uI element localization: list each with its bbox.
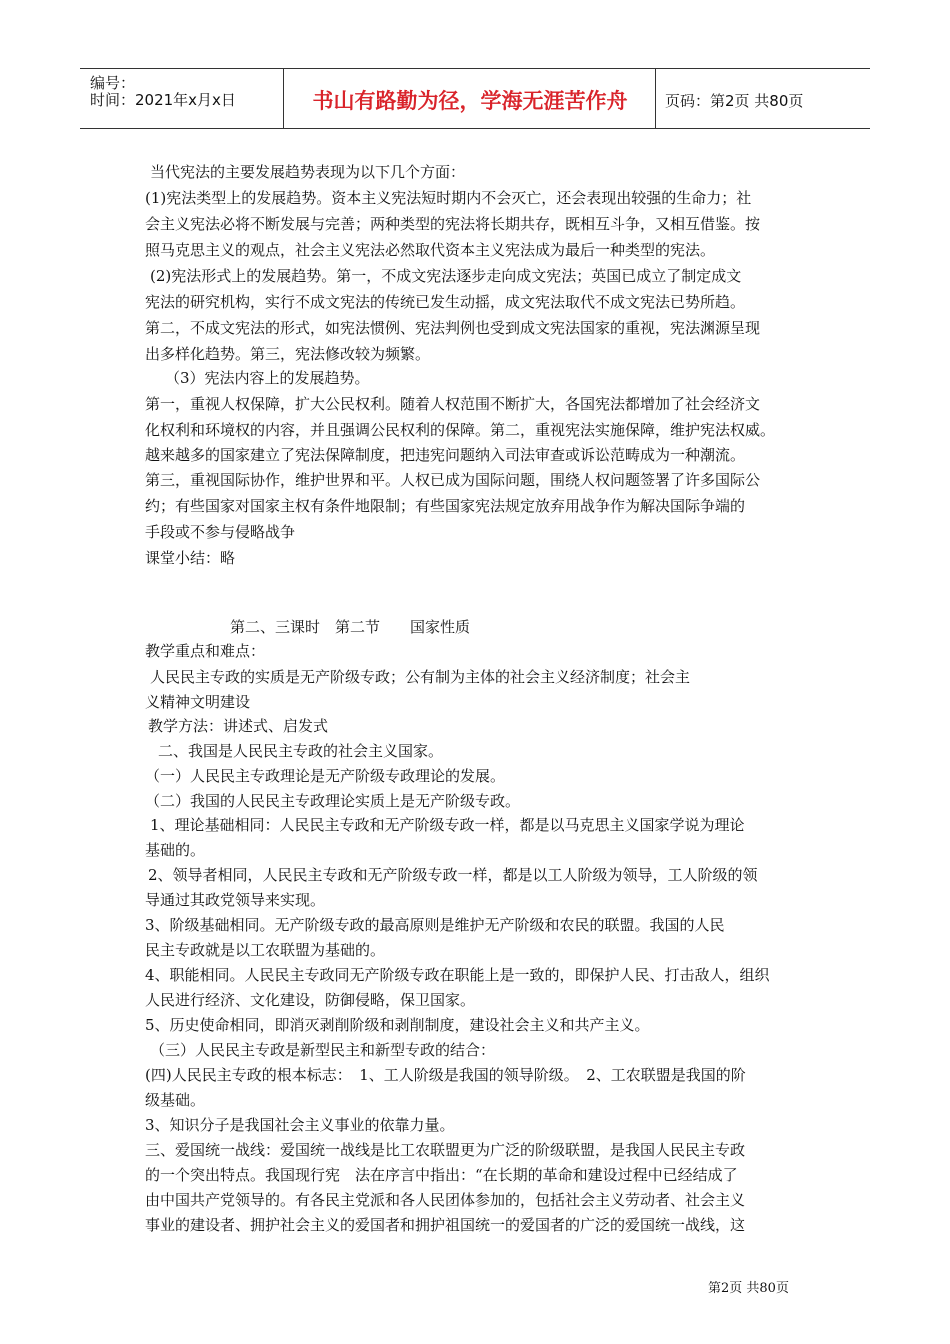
header-bottom-rule xyxy=(80,128,870,129)
body-text-line: 民主专政就是以工农联盟为基础的。 xyxy=(145,941,386,959)
body-text-line: 越来越多的国家建立了宪法保障制度，把违宪问题纳入司法审查或诉讼范畴成为一种潮流。 xyxy=(145,446,746,464)
body-text-line: （一）人民民主专政理论是无产阶级专政理论的发展。 xyxy=(145,767,506,785)
body-text-line: 4、职能相同。人民民主专政同无产阶级专政在职能上是一致的，即保护人民、打击敌人，组织 xyxy=(145,966,770,984)
body-text-line: 的一个突出特点。我国现行宪 法在序言中指出：“在长期的革命和建设过程中已经结成了 xyxy=(145,1166,738,1184)
body-text-line: 义精神文明建设 xyxy=(145,693,251,711)
body-text-line: 3、知识分子是我国社会主义事业的依靠力量。 xyxy=(145,1116,455,1134)
body-text-line: 宪法的研究机构，实行不成文宪法的传统已发生动摇，成文宪法取代不成文宪法已势所趋。 xyxy=(145,293,746,311)
body-text-line: 人民进行经济、文化建设，防御侵略，保卫国家。 xyxy=(145,991,476,1009)
body-text-line: 照马克思主义的观点，社会主义宪法必然取代资本主义宪法成为最后一种类型的宪法。 xyxy=(145,241,716,259)
body-text-line: 第二，不成文宪法的形式，如宪法惯例、宪法判例也受到成文宪法国家的重视，宪法渊源呈现 xyxy=(145,319,761,337)
body-text-line: 第一，重视人权保障，扩大公民权利。随着人权范围不断扩大，各国宪法都增加了社会经济文 xyxy=(145,395,761,413)
body-text-line: (四)人民民主专政的根本标志： 1、工人阶级是我国的领导阶级。 2、工农联盟是我国的阶 xyxy=(145,1066,746,1084)
body-text-line: 二、我国是人民民主专政的社会主义国家。 xyxy=(158,742,444,760)
body-text-line: 三、爱国统一战线：爱国统一战线是比工农联盟更为广泛的阶级联盟，是我国人民民主专政 xyxy=(145,1141,746,1159)
body-text-line: 级基础。 xyxy=(145,1091,206,1109)
body-text-line: （三）人民民主专政是新型民主和新型专政的结合： xyxy=(150,1041,496,1059)
body-text-line: 约；有些国家对国家主权有条件地限制；有些国家宪法规定放弃用战争作为解决国际争端的 xyxy=(145,497,746,515)
body-text-line: (1)宪法类型上的发展趋势。资本主义宪法短时期内不会灭亡，还会表现出较强的生命力；社 xyxy=(145,189,752,207)
body-text-line: 会主义宪法必将不断发展与完善；两种类型的宪法将长期共存，既相互斗争，又相互借鉴。按 xyxy=(145,215,761,233)
header-time-label: 时间：2021年x月x日 xyxy=(90,91,236,109)
header-divider-left xyxy=(283,68,284,128)
body-text-line: (2)宪法形式上的发展趋势。第一，不成文宪法逐步走向成文宪法；英国已成立了制定成文 xyxy=(150,267,742,285)
body-text-line: （二）我国的人民民主专政理论实质上是无产阶级专政。 xyxy=(145,792,521,810)
body-text-line: 出多样化趋势。第三，宪法修改较为频繁。 xyxy=(145,345,431,363)
body-text-line: 教学方法：讲述式、启发式 xyxy=(148,717,329,735)
body-text-line: 基础的。 xyxy=(145,841,206,859)
body-text-line: 事业的建设者、拥护社会主义的爱国者和拥护祖国统一的爱国者的广泛的爱国统一战线，这 xyxy=(145,1216,746,1234)
body-text-line: 由中国共产党领导的。有各民主党派和各人民团体参加的，包括社会主义劳动者、社会主义 xyxy=(145,1191,746,1209)
header-divider-right xyxy=(655,68,656,128)
body-text-line: 人民民主专政的实质是无产阶级专政；公有制为主体的社会主义经济制度；社会主 xyxy=(150,668,691,686)
body-text-line: 化权利和环境权的内容，并且强调公民权利的保障。第二，重视宪法实施保障，维护宪法权威。 xyxy=(145,421,776,439)
header-number-label: 编号： xyxy=(90,74,136,92)
body-text-line: 当代宪法的主要发展趋势表现为以下几个方面： xyxy=(150,163,466,181)
header-motto: 书山有路勤为径，学海无涯苦作舟 xyxy=(312,89,628,113)
body-text-line: （3）宪法内容上的发展趋势。 xyxy=(165,369,370,387)
body-text-line: 导通过其政党领导来实现。 xyxy=(145,891,326,909)
header-top-rule xyxy=(80,68,870,69)
body-text-line: 第二、三课时 第二节 国家性质 xyxy=(230,618,471,636)
body-text-line: 2、领导者相同，人民民主专政和无产阶级专政一样，都是以工人阶级为领导，工人阶级的领 xyxy=(148,866,758,884)
body-text-line: 课堂小结：略 xyxy=(145,549,236,567)
body-text-line: 3、阶级基础相同。无产阶级专政的最高原则是维护无产阶级和农民的联盟。我国的人民 xyxy=(145,916,725,934)
body-text-line: 第三，重视国际协作，维护世界和平。人权已成为国际问题，围绕人权问题签署了许多国际公 xyxy=(145,471,761,489)
body-text-line: 教学重点和难点： xyxy=(145,642,266,660)
footer-page-number: 第2页 共80页 xyxy=(708,1281,789,1296)
body-text-line: 1、理论基础相同：人民民主专政和无产阶级专政一样，都是以马克思主义国家学说为理论 xyxy=(150,816,745,834)
body-text-line: 5、历史使命相同，即消灭剥削阶级和剥削制度，建设社会主义和共产主义。 xyxy=(145,1016,650,1034)
body-text-line: 手段或不参与侵略战争 xyxy=(145,523,296,541)
header-page-label: 页码：第2页 共80页 xyxy=(665,92,804,110)
